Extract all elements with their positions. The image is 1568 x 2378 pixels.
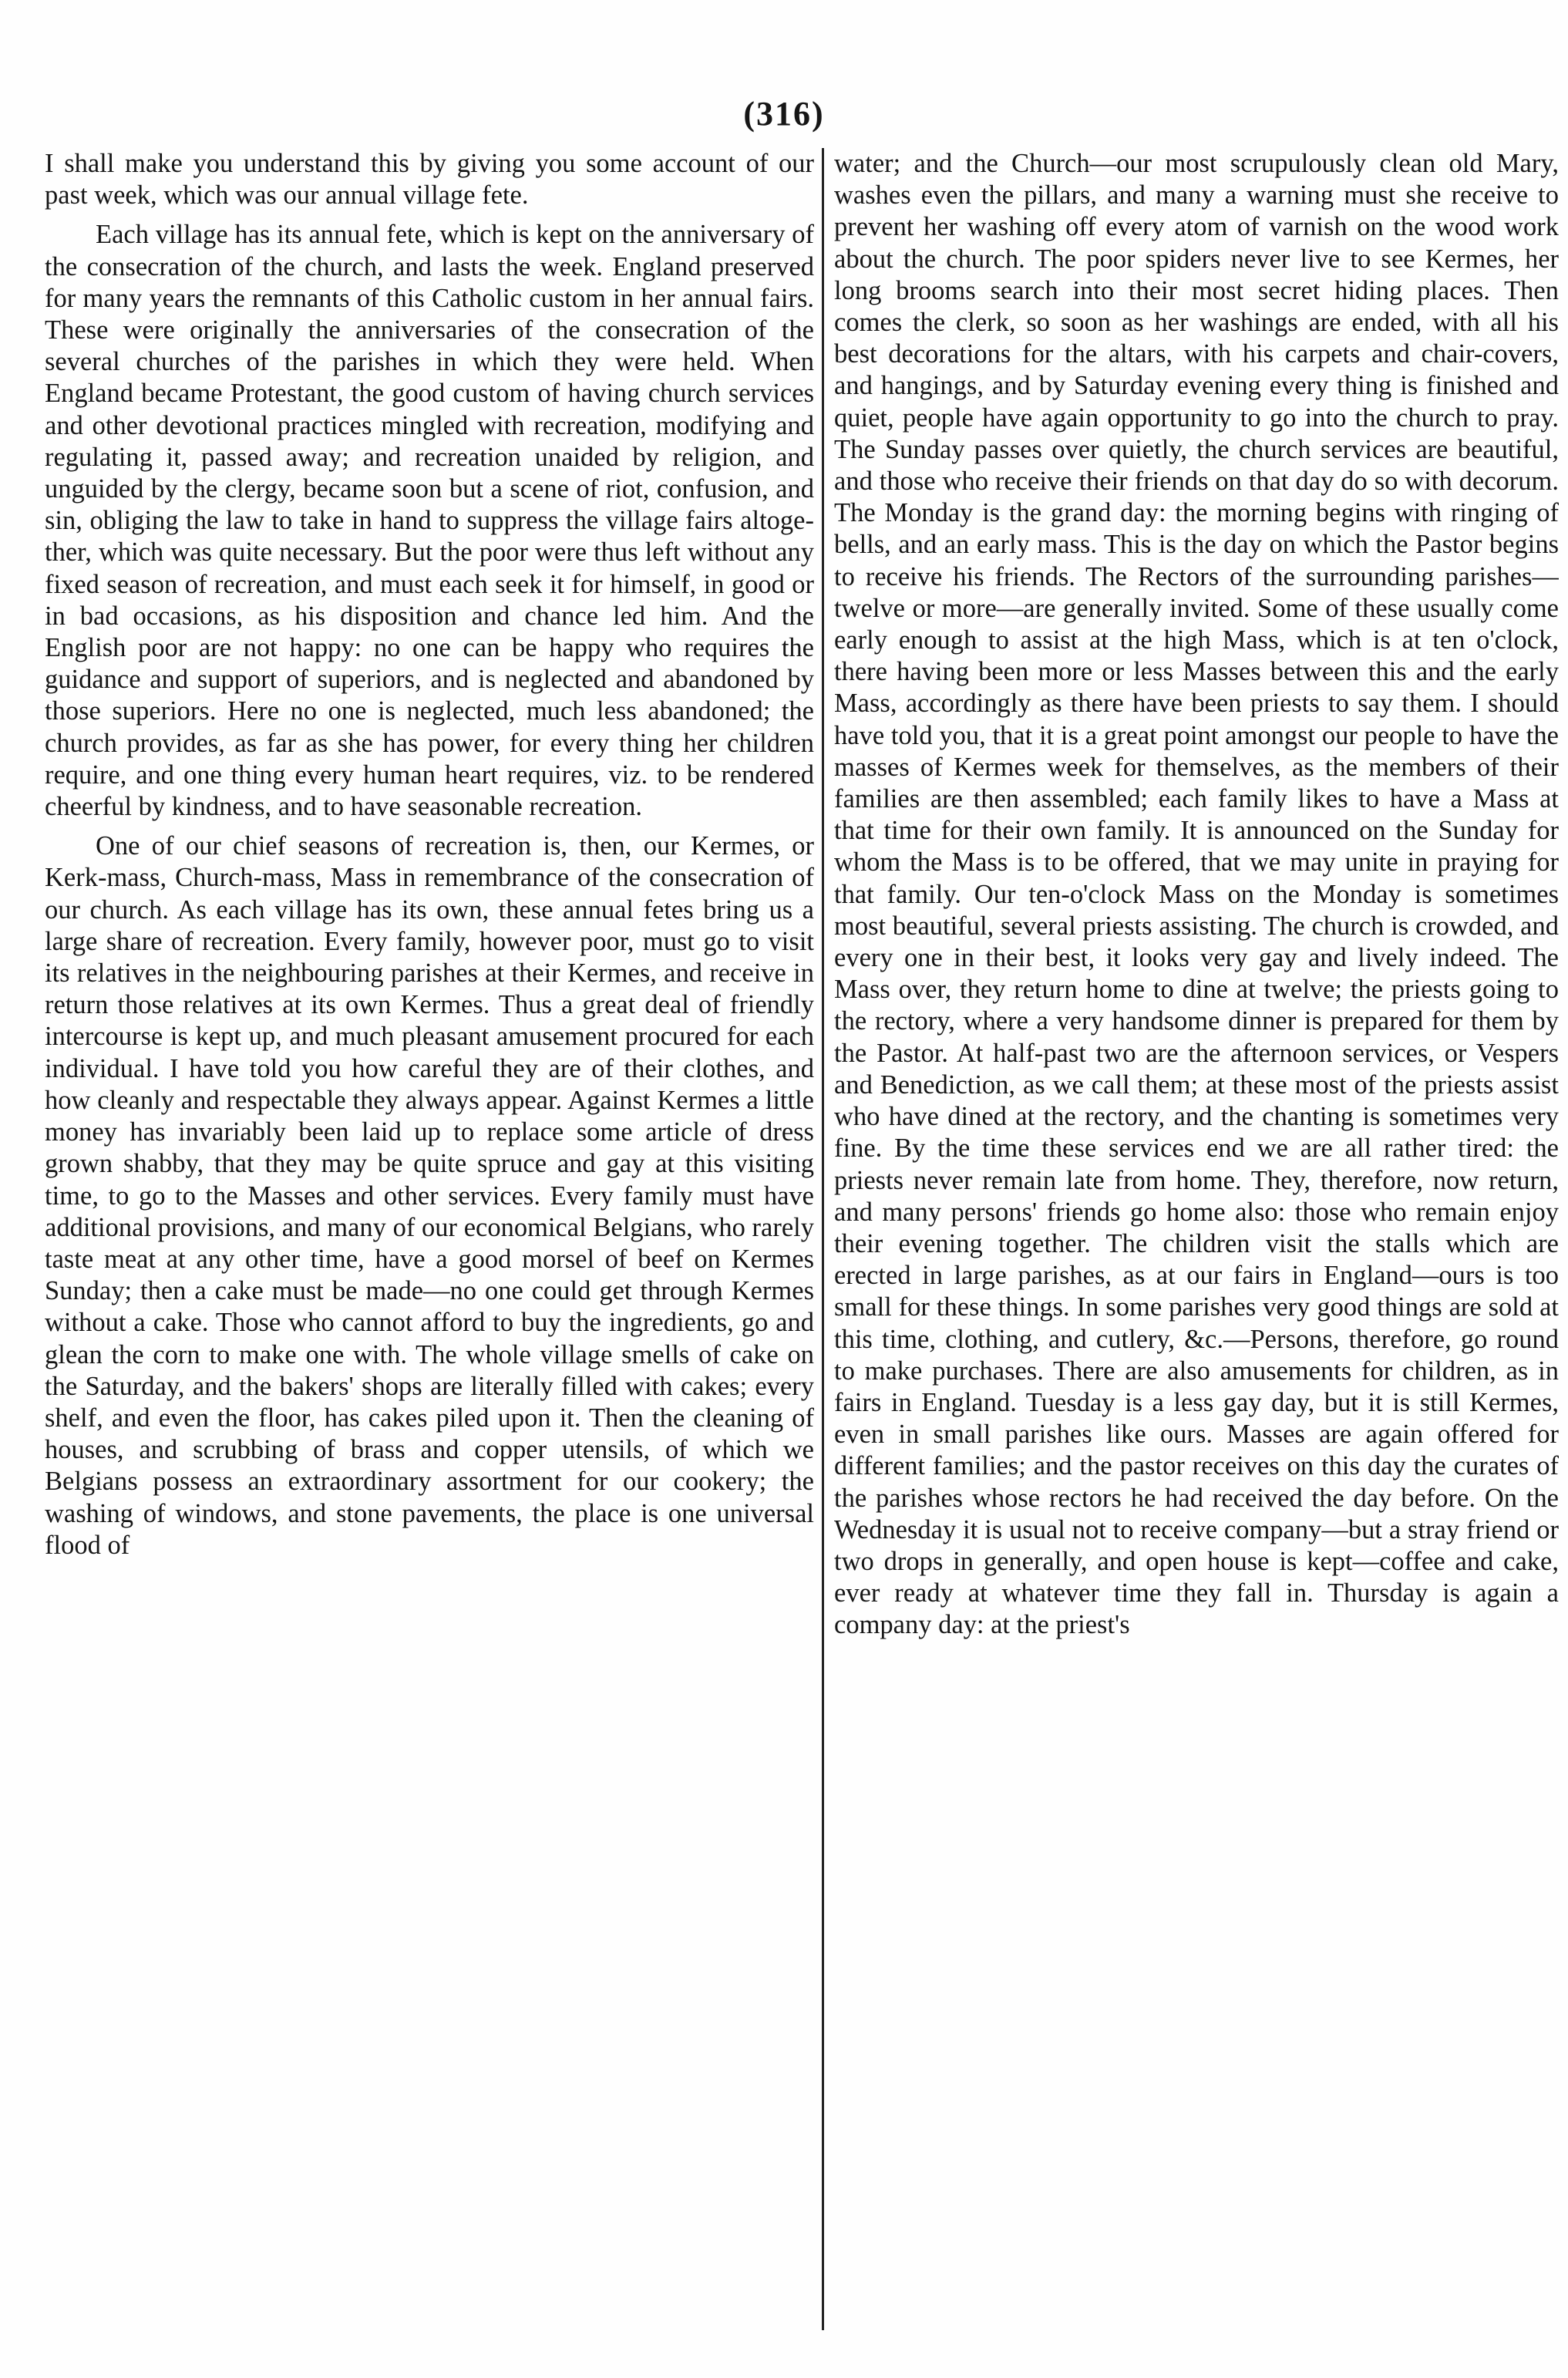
page-number: (316) (743, 95, 825, 133)
paragraph: water; and the Church—our most scrupulously clean old Mary, washes even the pillars, and many a warning must she receive to prevent her washing off every atom of varnish on the wood work about the church. The poor spiders never live to see Kermes, her long brooms search into their most secret hiding places. Then comes the clerk, so soon as her washings are ended, with all his best decorations for the altars, with his carpets and chair-covers, and hangings, and by Saturday evening every thing is finished and quiet, people have again opportunity to go into the church to pray. The Sunday passes over quietly, the church services are beautiful, and those who receive their friends on that day do so with decorum. The Monday is the grand day: the morning begins with ringing of bells, and an early mass. This is the day on which the Pastor begins to receive his friends. The Rectors of the surrounding parishes—twelve or more—are generally invited. Some of these usually come early enough to assist at the high Mass, which is at ten o'clock, there having been more or less Masses between this and the early Mass, accordingly as there have been priests to say them. I should have told you, that it is a great point amongst our people to have the masses of Kermes week for themselves, as the members of their families are then assembled; each family likes to have a Mass at that time for their own family. It is announced on the Sunday for whom the Mass is to be offered, that we may unite in praying for that family. Our ten-o'clock Mass on the Monday is sometimes most beautiful, several priests assisting. The church is crowded, and every one in their best, it looks very gay and lively indeed. The Mass over, they return home to dine at twelve; the priests going to the rectory, where a very handsome dinner is prepared for them by the Pastor. At half-past two are the afternoon services, or Vespers and Benediction, as we call them; at these most of the priests assist who have dined at the rectory, and the chanting is sometimes very fine. By the time these services end we are all rather tired: the priests never remain late from home. They, therefore, now return, and many persons' friends go home also: those who remain enjoy their evening together. The children visit the stalls which are erected in large parishes, as at our fairs in England—ours is too small for these things. In some parishes very good things are sold at this time, clothing, and cutlery, &c.—Persons, therefore, go round to make purchases. There are also amusements for children, as in fairs in England. Tuesday is a less gay day, but it is still Kermes, even in small parishes like ours. Masses are again offered for different families; and the pastor receives on this day the curates of the parishes whose rectors he had received the day before. On the Wednesday it is usual not to receive company—but a stray friend or two drops in generally, and open house is kept—coffee and cake, ever ready at whatever time they fall in. Thursday is again a company day: at the priest's (834, 149, 1559, 1640)
paragraph: I shall make you understand this by giving you some account of our past week, which was our annual village fete. (45, 149, 814, 211)
right-text-column (834, 148, 1559, 2307)
paragraph: Each village has its annual fete, which is kept on the anniversary of the consecration of the church, and lasts the week. England preserved for many years the remnants of this Catholic custom in her annual fairs. These were originally the anniversaries of the consecration of the several churches of the parishes in which they were held. When England became Protestant, the good custom of having church services and other devotional practices mingled with recreation, modifying and regulating it, passed away; and recreation unaided by religion, and unguided by the clergy, became soon but a scene of riot, confusion, and sin, obliging the law to take in hand to suppress the village fairs altogether, which was quite necessary. But the poor were thus left without any fixed season of recreation, and must each seek it for himself, in good or in bad occasions, as his disposition and chance led him. And the English poor are not happy: no one can be happy who requires the guidance and support of superiors, and is neglected and abandoned by those superiors. Here no one is neglected, much less abandoned; the church provides, as far as she has power, for every thing her children require, and one thing every human heart requires, viz. to be rendered cheerful by kindness, and to have seasonable recreation. (45, 220, 814, 822)
column-divider (822, 148, 824, 2330)
paragraph: One of our chief seasons of recreation is, then, our Kermes, or Kerk-mass, Church-mass, Mass in remembrance of the consecration of our church. As each village has its own, these annual fetes bring us a large share of recreation. Every family, however poor, must go to visit its relatives in the neighbouring parishes at their Kermes, and receive in return those relatives at its own Kermes. Thus a great deal of friendly intercourse is kept up, and much pleasant amusement procured for each individual. I have told you how careful they are of their clothes, and how cleanly and respectable they always appear. Against Kermes a little money has invariably been laid up to replace some article of dress grown shabby, that they may be quite spruce and gay at this visiting time, to go to the Masses and other services. Every family must have additional provisions, and many of our economical Belgians, who rarely taste meat at any other time, have a good morsel of beef on Kermes Sunday; then a cake must be made—no one could get through Kermes without a cake. Those who cannot afford to buy the ingredients, go and glean the corn to make one with. The whole village smells of cake on the Saturday, and the bakers' shops are literally filled with cakes; every shelf, and even the floor, has cakes piled upon it. Then the cleaning of houses, and scrubbing of brass and copper utensils, of which we Belgians possess an extraordinary assortment for our cookery; the washing of windows, and stone pavements, the place is one universal flood of (45, 831, 814, 1560)
left-text-column (45, 148, 814, 2307)
